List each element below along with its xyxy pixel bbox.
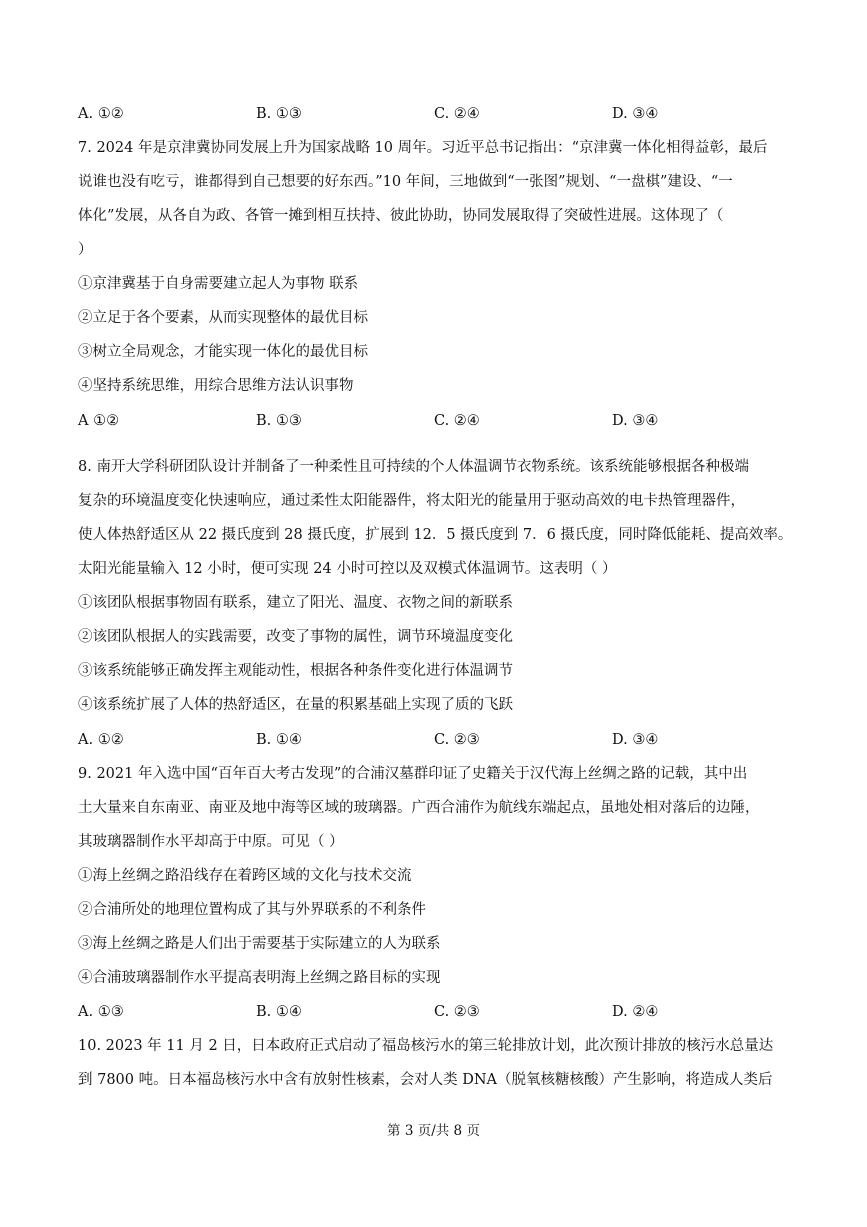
q9-options xyxy=(78,1002,793,1022)
q10-stem-line: 到 7800 吨。日本福岛核污水中含有放射性核素，会对人类 DNA（脱氧核糖核酸）产生影响，将造成人类后 xyxy=(78,1072,773,1088)
q9-option-b: B. ①④ xyxy=(256,1004,302,1020)
q8-option-b: B. ①④ xyxy=(256,732,302,748)
q9-stem-line: 其玻璃器制作水平却高于中原。可见（ ） xyxy=(78,834,344,850)
q8-statement: ①该团队根据事物固有联系，建立了阳光、温度、衣物之间的新联系 xyxy=(78,595,513,611)
q9-option-d: D. ②④ xyxy=(612,1004,659,1020)
q6-option-d: D. ③④ xyxy=(612,106,659,122)
q7-statement: ①京津冀基于自身需要建立起人为事物 联系 xyxy=(78,276,359,292)
q7-option-c: C. ②④ xyxy=(434,413,480,429)
q7-stem-line: 7. 2024 年是京津冀协同发展上升为国家战略 10 周年。习近平总书记指出：“京津冀一体化相得益彰，最后 xyxy=(78,140,768,156)
q7-option-a: A ①② xyxy=(78,413,120,429)
q7-options xyxy=(78,411,793,431)
q8-option-a: A. ①② xyxy=(78,732,124,748)
q7-option-b: B. ①③ xyxy=(256,413,302,429)
page-number-footer: 第 3 页/共 8 页 xyxy=(387,1123,480,1139)
q8-option-d: D. ③④ xyxy=(612,732,659,748)
q9-option-c: C. ②③ xyxy=(434,1004,480,1020)
q7-statement: ②立足于各个要素，从而实现整体的最优目标 xyxy=(78,310,368,326)
q8-stem-line: 复杂的环境温度变化快速响应，通过柔性太阳能器件，将太阳光的能量用于驱动高效的电卡热管理器件， xyxy=(78,493,745,509)
q7-stem-line: ） xyxy=(78,242,93,258)
q6-option-a: A. ①② xyxy=(78,106,124,122)
q9-statement: ④合浦玻璃器制作水平提高表明海上丝绸之路目标的实现 xyxy=(78,970,441,986)
q8-stem-line: 使人体热舒适区从 22 摄氏度到 28 摄氏度，扩展到 12．5 摄氏度到 7．6 摄氏度，同时降低能耗、提高效率。 xyxy=(78,527,793,543)
q8-options xyxy=(78,730,793,750)
q8-stem-line: 太阳光能量输入 12 小时，便可实现 24 小时可控以及双模式体温调节。这表明（ ） xyxy=(78,561,617,577)
q7-stem-line: 体化”发展，从各自为政、各管一摊到相互扶持、彼此协助，协同发展取得了突破性进展。这体现了（ xyxy=(78,208,724,224)
q7-statement: ③树立全局观念，才能实现一体化的最优目标 xyxy=(78,344,368,360)
q8-stem-line: 8. 南开大学科研团队设计并制备了一种柔性且可持续的个人体温调节衣物系统。该系统能够根据各种极端 xyxy=(78,459,749,475)
q7-stem-line: 说谁也没有吃亏，谁都得到自己想要的好东西。”10 年间，三地做到“一张图”规划、“一盘棋”建设、“一 xyxy=(78,174,733,190)
q9-statement: ③海上丝绸之路是人们出于需要基于实际建立的人为联系 xyxy=(78,936,441,952)
q8-statement: ④该系统扩展了人体的热舒适区，在量的积累基础上实现了质的飞跃 xyxy=(78,697,513,713)
q7-option-d: D. ③④ xyxy=(612,413,659,429)
q9-option-a: A. ①③ xyxy=(78,1004,124,1020)
q10-stem-line: 10. 2023 年 11 月 2 日，日本政府正式启动了福岛核污水的第三轮排放计划，此次预计排放的核污水总量达 xyxy=(78,1038,774,1054)
q9-statement: ①海上丝绸之路沿线存在着跨区域的文化与技术交流 xyxy=(78,868,412,884)
q7-statement: ④坚持系统思维，用综合思维方法认识事物 xyxy=(78,378,354,394)
q9-statement: ②合浦所处的地理位置构成了其与外界联系的不利条件 xyxy=(78,902,426,918)
q9-stem-line: 土大量来自东南亚、南亚及地中海等区域的玻璃器。广西合浦作为航线东端起点，虽地处相对落后的边陲， xyxy=(78,800,760,816)
q6-option-b: B. ①③ xyxy=(256,106,302,122)
q6-options xyxy=(78,104,793,124)
q8-statement: ③该系统能够正确发挥主观能动性，根据各种条件变化进行体温调节 xyxy=(78,663,513,679)
q6-option-c: C. ②④ xyxy=(434,106,480,122)
q8-option-c: C. ②③ xyxy=(434,732,480,748)
q8-statement: ②该团队根据人的实践需要，改变了事物的属性，调节环境温度变化 xyxy=(78,629,513,645)
q9-stem-line: 9. 2021 年入选中国“百年百大考古发现”的合浦汉墓群印证了史籍关于汉代海上丝绸之路的记载，其中出 xyxy=(78,766,748,782)
